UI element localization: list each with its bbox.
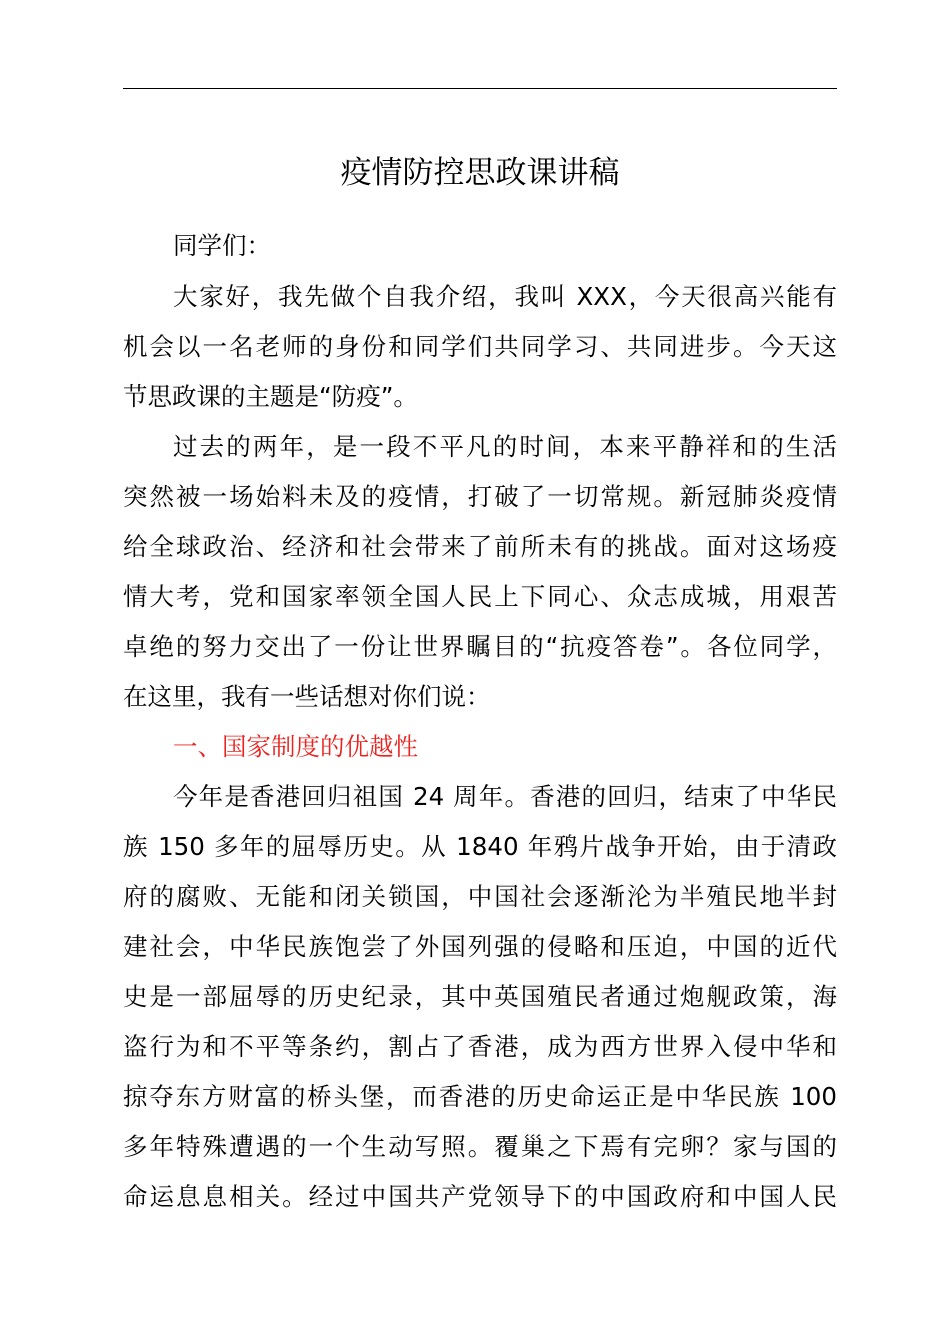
paragraph-line: 突然被一场始料未及的疫情，打破了一切常规。新冠肺炎疫情 (123, 482, 837, 511)
paragraph-line: 府的腐败、无能和闭关锁国，中国社会逐渐沦为半殖民地半封 (123, 882, 837, 911)
paragraph-line: 多年特殊遭遇的一个生动写照。覆巢之下焉有完卵？家与国的 (123, 1132, 837, 1161)
paragraph-line: 命运息息相关。经过中国共产党领导下的中国政府和中国人民 (123, 1182, 837, 1211)
paragraph-line: 机会以一名老师的身份和同学们共同学习、共同进步。今天这 (123, 332, 837, 361)
paragraph-line: 过去的两年，是一段不平凡的时间，本来平静祥和的生活 (173, 432, 837, 461)
paragraph-line: 给全球政治、经济和社会带来了前所未有的挑战。面对这场疫 (123, 532, 837, 561)
paragraph-line: 卓绝的努力交出了一份让世界瞩目的“抗疫答卷”。各位同学， (123, 632, 837, 661)
paragraph-line: 今年是香港回归祖国 24 周年。香港的回归，结束了中华民 (173, 782, 837, 811)
header-rule (123, 88, 837, 89)
paragraph-line: 大家好，我先做个自我介绍，我叫 XXX，今天很高兴能有 (173, 282, 837, 311)
paragraph-line: 史是一部屈辱的历史纪录，其中英国殖民者通过炮舰政策，海 (123, 982, 837, 1011)
paragraph-line: 情大考，党和国家率领全国人民上下同心、众志成城，用艰苦 (123, 582, 837, 611)
paragraph-line: 节思政课的主题是“防疫”。 (123, 382, 418, 411)
paragraph-line: 掠夺东方财富的桥头堡，而香港的历史命运正是中华民族 100 (123, 1082, 837, 1111)
paragraph-line: 族 150 多年的屈辱历史。从 1840 年鸦片战争开始，由于清政 (123, 832, 837, 861)
section-heading: 一、国家制度的优越性 (173, 732, 418, 761)
paragraph-line: 建社会，中华民族饱尝了外国列强的侵略和压迫，中国的近代 (123, 932, 837, 961)
document-title: 疫情防控思政课讲稿 (340, 155, 620, 191)
paragraph-line: 盗行为和不平等条约，割占了香港，成为西方世界入侵中华和 (123, 1032, 837, 1061)
salutation: 同学们： (173, 231, 271, 260)
paragraph-line: 在这里，我有一些话想对你们说： (123, 682, 491, 711)
